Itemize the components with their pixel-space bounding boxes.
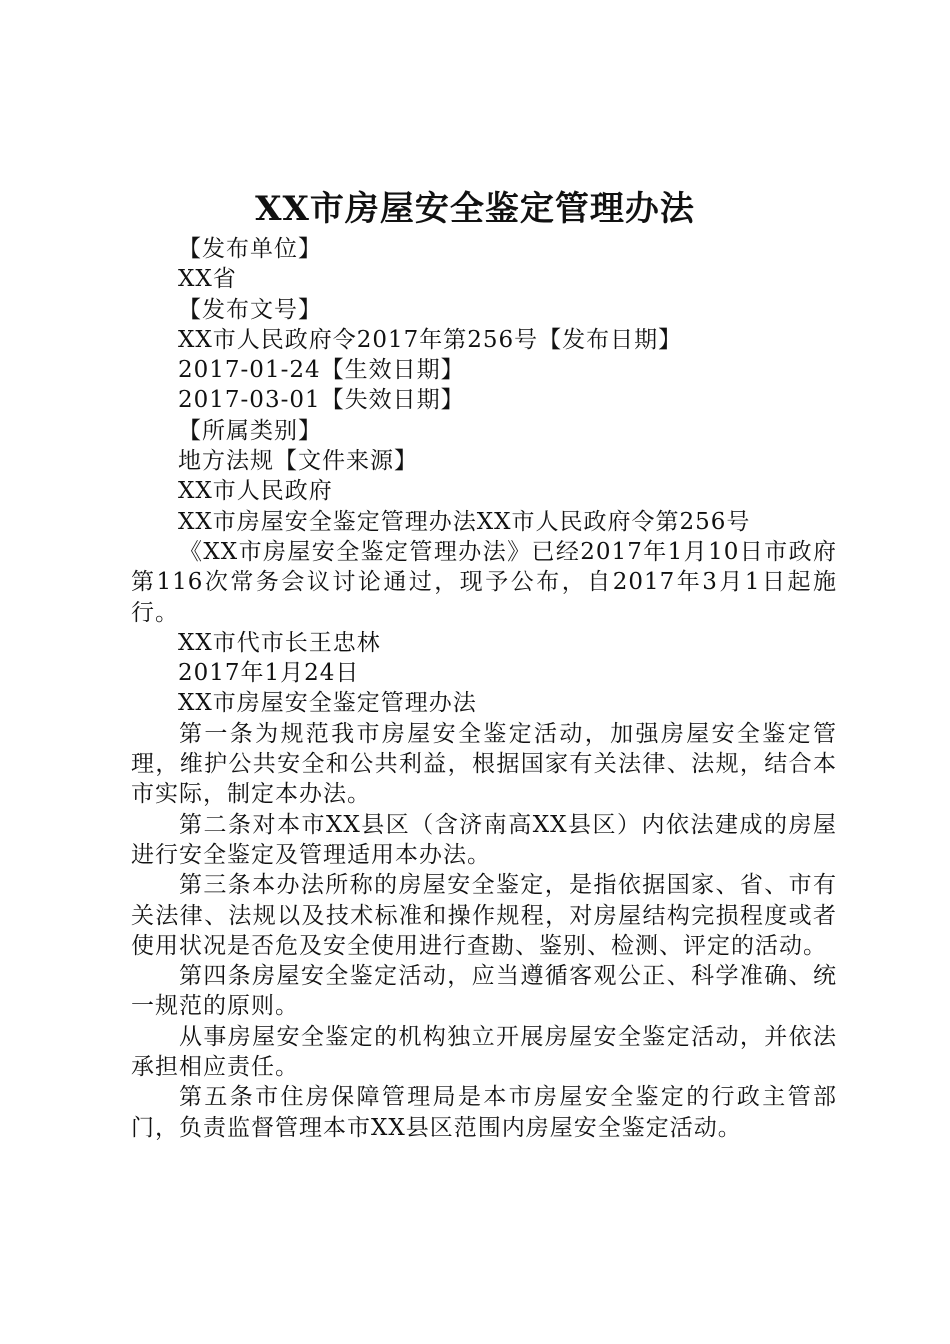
meta-line: 地方法规【文件来源】 (178, 448, 418, 475)
signature-line: 2017年1月24日 (178, 660, 360, 687)
signature-line: XX市代市长王忠林 (178, 629, 381, 656)
document-title: XX市房屋安全鉴定管理办法 (255, 189, 695, 229)
signature-line: XX市房屋安全鉴定管理办法 (178, 690, 477, 717)
article-paragraph: 第四条房屋安全鉴定活动，应当遵循客观公正、科学准确、统一规范的原则。 (131, 963, 837, 1020)
document-body (131, 234, 837, 1143)
article-paragraph: 第二条对本市XX县区（含济南高XX县区）内依法建成的房屋进行安全鉴定及管理适用本办法。 (131, 811, 837, 868)
meta-line: XX市人民政府令2017年第256号【发布日期】 (178, 326, 683, 353)
meta-line: XX省 (178, 266, 237, 293)
meta-line: 【所属类别】 (178, 417, 322, 444)
promulgation-paragraph: 《XX市房屋安全鉴定管理办法》已经2017年1月10日市政府第116次常务会议讨论通过，现予公布，自2017年3月1日起施行。 (131, 538, 837, 626)
meta-line: 2017-03-01【失效日期】 (178, 387, 465, 414)
meta-line: 【发布单位】 (178, 236, 322, 262)
meta-line: XX市房屋安全鉴定管理办法XX市人民政府令第256号 (178, 508, 751, 535)
meta-line: XX市人民政府 (178, 478, 333, 505)
meta-line: 2017-01-24【生效日期】 (178, 357, 465, 384)
article-paragraph: 第五条市住房保障管理局是本市房屋安全鉴定的行政主管部门，负责监督管理本市XX县区范围内房屋安全鉴定活动。 (131, 1084, 837, 1141)
article-paragraph: 第三条本办法所称的房屋安全鉴定，是指依据国家、省、市有关法律、法规以及技术标准和操作规程，对房屋结构完损程度或者使用状况是否危及安全使用进行查勘、鉴别、检测、评定的活动。 (131, 872, 837, 959)
meta-line: 【发布文号】 (178, 296, 322, 323)
article-paragraph: 从事房屋安全鉴定的机构独立开展房屋安全鉴定活动，并依法承担相应责任。 (131, 1023, 837, 1081)
article-paragraph: 第一条为规范我市房屋安全鉴定活动，加强房屋安全鉴定管理，维护公共安全和公共利益，根据国家有关法律、法规，结合本市实际，制定本办法。 (131, 720, 837, 808)
